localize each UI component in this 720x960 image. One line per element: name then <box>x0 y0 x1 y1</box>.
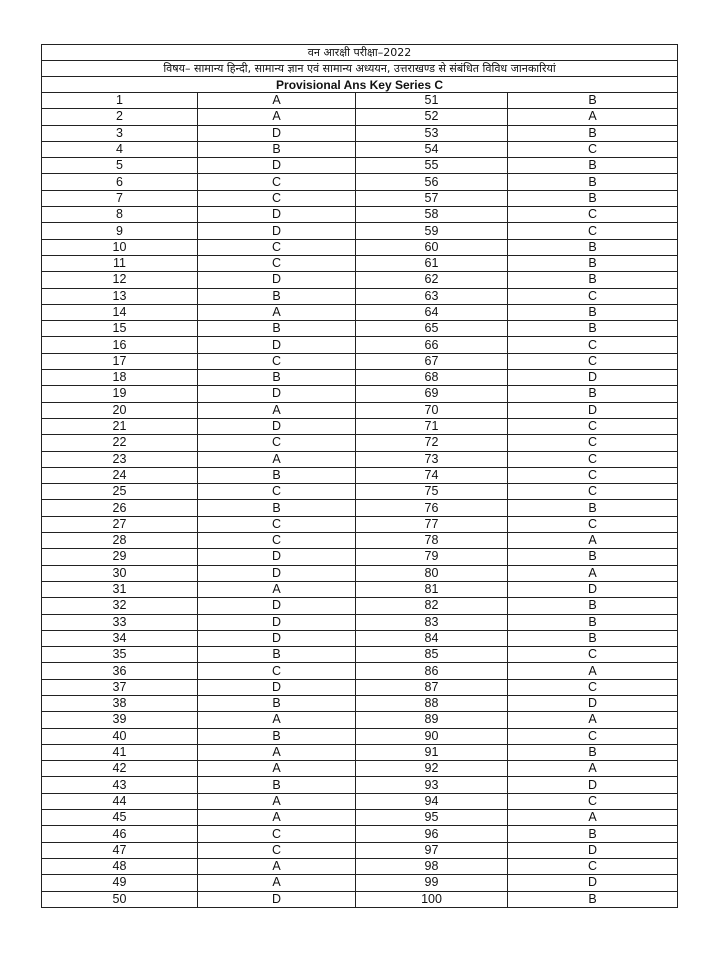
question-number-right: 65 <box>356 321 508 337</box>
answer-row <box>42 858 678 874</box>
answer-row <box>42 321 678 337</box>
question-number-left: 23 <box>42 451 198 467</box>
answer-left: B <box>198 777 356 793</box>
answer-right: B <box>508 386 678 402</box>
answer-row <box>42 484 678 500</box>
question-number-left: 39 <box>42 712 198 728</box>
question-number-right: 95 <box>356 810 508 826</box>
answer-left: B <box>198 141 356 157</box>
answer-right: C <box>508 793 678 809</box>
answer-right: C <box>508 679 678 695</box>
answer-left: B <box>198 467 356 483</box>
question-number-left: 19 <box>42 386 198 402</box>
question-number-left: 4 <box>42 141 198 157</box>
answer-left: A <box>198 402 356 418</box>
answer-right: A <box>508 712 678 728</box>
question-number-right: 88 <box>356 695 508 711</box>
answer-row <box>42 386 678 402</box>
answer-row <box>42 891 678 907</box>
question-number-left: 40 <box>42 728 198 744</box>
answer-right: B <box>508 614 678 630</box>
question-number-right: 62 <box>356 272 508 288</box>
answer-row <box>42 272 678 288</box>
answer-row <box>42 810 678 826</box>
exam-title: वन आरक्षी परीक्षा–2022 <box>42 45 678 61</box>
question-number-right: 79 <box>356 549 508 565</box>
answer-right: C <box>508 207 678 223</box>
key-title-row <box>42 77 678 93</box>
answer-left: A <box>198 712 356 728</box>
question-number-left: 6 <box>42 174 198 190</box>
answer-row <box>42 761 678 777</box>
answer-row <box>42 158 678 174</box>
answer-left: D <box>198 386 356 402</box>
question-number-right: 61 <box>356 255 508 271</box>
answer-right: B <box>508 125 678 141</box>
answer-left: D <box>198 614 356 630</box>
answer-left: A <box>198 793 356 809</box>
answer-left: C <box>198 516 356 532</box>
question-number-left: 29 <box>42 549 198 565</box>
question-number-left: 11 <box>42 255 198 271</box>
answer-right: C <box>508 337 678 353</box>
question-number-left: 48 <box>42 858 198 874</box>
question-number-right: 57 <box>356 190 508 206</box>
answer-right: B <box>508 255 678 271</box>
question-number-left: 3 <box>42 125 198 141</box>
answer-left: D <box>198 630 356 646</box>
answer-row <box>42 630 678 646</box>
answer-row <box>42 223 678 239</box>
answer-right: D <box>508 402 678 418</box>
answer-right: B <box>508 304 678 320</box>
question-number-right: 83 <box>356 614 508 630</box>
question-number-left: 45 <box>42 810 198 826</box>
question-number-left: 13 <box>42 288 198 304</box>
question-number-left: 2 <box>42 109 198 125</box>
exam-title-row <box>42 45 678 61</box>
question-number-left: 46 <box>42 826 198 842</box>
question-number-right: 69 <box>356 386 508 402</box>
question-number-right: 80 <box>356 565 508 581</box>
answer-row <box>42 125 678 141</box>
question-number-left: 12 <box>42 272 198 288</box>
answer-row <box>42 451 678 467</box>
question-number-right: 63 <box>356 288 508 304</box>
answer-left: D <box>198 549 356 565</box>
answer-left: A <box>198 744 356 760</box>
answer-left: C <box>198 663 356 679</box>
question-number-left: 10 <box>42 239 198 255</box>
answer-row <box>42 207 678 223</box>
answer-left: A <box>198 761 356 777</box>
question-number-left: 22 <box>42 435 198 451</box>
question-number-left: 47 <box>42 842 198 858</box>
answer-row <box>42 190 678 206</box>
answer-left: D <box>198 125 356 141</box>
answer-left: A <box>198 451 356 467</box>
answer-right: D <box>508 875 678 891</box>
question-number-right: 58 <box>356 207 508 223</box>
question-number-right: 92 <box>356 761 508 777</box>
question-number-left: 24 <box>42 467 198 483</box>
question-number-left: 14 <box>42 304 198 320</box>
question-number-left: 8 <box>42 207 198 223</box>
answer-left: D <box>198 679 356 695</box>
answer-right: C <box>508 435 678 451</box>
answer-right: A <box>508 761 678 777</box>
question-number-left: 31 <box>42 581 198 597</box>
answer-row <box>42 353 678 369</box>
question-number-right: 64 <box>356 304 508 320</box>
answer-left: B <box>198 647 356 663</box>
answer-right: B <box>508 598 678 614</box>
answer-left: D <box>198 223 356 239</box>
answer-left: B <box>198 288 356 304</box>
answer-row <box>42 663 678 679</box>
answer-right: C <box>508 223 678 239</box>
question-number-left: 36 <box>42 663 198 679</box>
answer-right: D <box>508 581 678 597</box>
question-number-left: 33 <box>42 614 198 630</box>
answer-row <box>42 174 678 190</box>
answer-left: D <box>198 158 356 174</box>
question-number-left: 9 <box>42 223 198 239</box>
answer-left: C <box>198 174 356 190</box>
answer-left: A <box>198 93 356 109</box>
answer-row <box>42 516 678 532</box>
answer-right: C <box>508 288 678 304</box>
question-number-left: 5 <box>42 158 198 174</box>
question-number-right: 97 <box>356 842 508 858</box>
answer-right: B <box>508 500 678 516</box>
answer-right: B <box>508 239 678 255</box>
question-number-right: 56 <box>356 174 508 190</box>
answer-row <box>42 141 678 157</box>
answer-row <box>42 581 678 597</box>
answer-right: D <box>508 777 678 793</box>
answer-row <box>42 435 678 451</box>
answer-right: A <box>508 565 678 581</box>
answer-right: B <box>508 549 678 565</box>
answer-row <box>42 695 678 711</box>
question-number-left: 21 <box>42 418 198 434</box>
answer-row <box>42 402 678 418</box>
answer-row <box>42 500 678 516</box>
answer-left: A <box>198 875 356 891</box>
question-number-left: 26 <box>42 500 198 516</box>
subject-line: विषय– सामान्य हिन्दी, सामान्य ज्ञान एवं सामान्य अध्ययन, उत्तराखण्ड से संबंधित विविध जानकारियां <box>42 61 678 77</box>
question-number-left: 16 <box>42 337 198 353</box>
answer-left: C <box>198 842 356 858</box>
question-number-right: 51 <box>356 93 508 109</box>
answer-left: D <box>198 565 356 581</box>
answer-row <box>42 647 678 663</box>
question-number-right: 54 <box>356 141 508 157</box>
question-number-right: 100 <box>356 891 508 907</box>
question-number-left: 1 <box>42 93 198 109</box>
question-number-left: 42 <box>42 761 198 777</box>
answer-row <box>42 288 678 304</box>
answer-row <box>42 467 678 483</box>
question-number-right: 76 <box>356 500 508 516</box>
question-number-right: 73 <box>356 451 508 467</box>
question-number-left: 49 <box>42 875 198 891</box>
question-number-left: 38 <box>42 695 198 711</box>
question-number-right: 59 <box>356 223 508 239</box>
answer-right: A <box>508 533 678 549</box>
answer-left: D <box>198 418 356 434</box>
question-number-right: 67 <box>356 353 508 369</box>
answer-right: D <box>508 370 678 386</box>
answer-right: C <box>508 141 678 157</box>
answer-row <box>42 418 678 434</box>
answer-row <box>42 549 678 565</box>
question-number-right: 98 <box>356 858 508 874</box>
question-number-right: 68 <box>356 370 508 386</box>
answer-row <box>42 777 678 793</box>
answer-left: B <box>198 500 356 516</box>
answer-row <box>42 744 678 760</box>
answer-right: B <box>508 190 678 206</box>
answer-right: B <box>508 826 678 842</box>
answer-row <box>42 598 678 614</box>
answer-left: C <box>198 435 356 451</box>
answer-row <box>42 614 678 630</box>
question-number-right: 60 <box>356 239 508 255</box>
question-number-right: 66 <box>356 337 508 353</box>
question-number-right: 82 <box>356 598 508 614</box>
question-number-right: 77 <box>356 516 508 532</box>
answer-right: C <box>508 451 678 467</box>
answer-row <box>42 337 678 353</box>
question-number-left: 43 <box>42 777 198 793</box>
answer-left: D <box>198 891 356 907</box>
question-number-left: 17 <box>42 353 198 369</box>
answer-left: C <box>198 239 356 255</box>
answer-row <box>42 304 678 320</box>
answer-row <box>42 793 678 809</box>
answer-row <box>42 712 678 728</box>
question-number-right: 53 <box>356 125 508 141</box>
answer-row <box>42 728 678 744</box>
question-number-right: 96 <box>356 826 508 842</box>
question-number-left: 28 <box>42 533 198 549</box>
answer-key-table <box>41 44 678 908</box>
answer-left: A <box>198 858 356 874</box>
answer-row <box>42 565 678 581</box>
answer-row <box>42 875 678 891</box>
answer-right: D <box>508 842 678 858</box>
answer-right: B <box>508 93 678 109</box>
question-number-left: 27 <box>42 516 198 532</box>
question-number-left: 44 <box>42 793 198 809</box>
question-number-right: 89 <box>356 712 508 728</box>
answer-row <box>42 109 678 125</box>
question-number-left: 25 <box>42 484 198 500</box>
answer-row <box>42 533 678 549</box>
answer-right: C <box>508 484 678 500</box>
answer-left: C <box>198 826 356 842</box>
question-number-right: 99 <box>356 875 508 891</box>
question-number-left: 35 <box>42 647 198 663</box>
answer-right: C <box>508 353 678 369</box>
answer-left: B <box>198 370 356 386</box>
answer-left: D <box>198 272 356 288</box>
answer-right: B <box>508 158 678 174</box>
answer-right: C <box>508 858 678 874</box>
question-number-right: 72 <box>356 435 508 451</box>
answer-right: B <box>508 630 678 646</box>
answer-left: B <box>198 728 356 744</box>
answer-right: B <box>508 272 678 288</box>
answer-row <box>42 842 678 858</box>
question-number-left: 32 <box>42 598 198 614</box>
answer-left: A <box>198 304 356 320</box>
question-number-left: 37 <box>42 679 198 695</box>
question-number-right: 74 <box>356 467 508 483</box>
question-number-right: 86 <box>356 663 508 679</box>
question-number-left: 34 <box>42 630 198 646</box>
question-number-left: 7 <box>42 190 198 206</box>
question-number-left: 18 <box>42 370 198 386</box>
question-number-left: 20 <box>42 402 198 418</box>
answer-left: D <box>198 337 356 353</box>
answer-left: B <box>198 321 356 337</box>
answer-left: A <box>198 810 356 826</box>
answer-left: A <box>198 581 356 597</box>
question-number-right: 55 <box>356 158 508 174</box>
subject-row <box>42 61 678 77</box>
answer-row <box>42 370 678 386</box>
answer-right: C <box>508 516 678 532</box>
answer-right: C <box>508 418 678 434</box>
answer-left: A <box>198 109 356 125</box>
answer-row <box>42 679 678 695</box>
answer-right: A <box>508 109 678 125</box>
answer-right: B <box>508 891 678 907</box>
question-number-left: 30 <box>42 565 198 581</box>
answer-right: A <box>508 663 678 679</box>
question-number-right: 84 <box>356 630 508 646</box>
question-number-right: 85 <box>356 647 508 663</box>
answer-row <box>42 93 678 109</box>
question-number-right: 93 <box>356 777 508 793</box>
question-number-right: 94 <box>356 793 508 809</box>
answer-left: C <box>198 533 356 549</box>
answer-left: C <box>198 190 356 206</box>
question-number-left: 15 <box>42 321 198 337</box>
question-number-right: 78 <box>356 533 508 549</box>
question-number-right: 70 <box>356 402 508 418</box>
answer-left: C <box>198 484 356 500</box>
question-number-right: 71 <box>356 418 508 434</box>
answer-left: C <box>198 353 356 369</box>
answer-right: C <box>508 728 678 744</box>
answer-left: D <box>198 598 356 614</box>
answer-right: D <box>508 695 678 711</box>
key-title: Provisional Ans Key Series C <box>42 77 678 93</box>
answer-row <box>42 239 678 255</box>
answer-right: B <box>508 321 678 337</box>
answer-row <box>42 826 678 842</box>
answer-right: A <box>508 810 678 826</box>
question-number-right: 52 <box>356 109 508 125</box>
answer-right: C <box>508 647 678 663</box>
question-number-left: 50 <box>42 891 198 907</box>
question-number-right: 90 <box>356 728 508 744</box>
answer-row <box>42 255 678 271</box>
question-number-right: 75 <box>356 484 508 500</box>
question-number-left: 41 <box>42 744 198 760</box>
answer-left: B <box>198 695 356 711</box>
question-number-right: 91 <box>356 744 508 760</box>
answer-right: C <box>508 467 678 483</box>
answer-right: B <box>508 744 678 760</box>
question-number-right: 87 <box>356 679 508 695</box>
question-number-right: 81 <box>356 581 508 597</box>
answer-right: B <box>508 174 678 190</box>
answer-left: D <box>198 207 356 223</box>
answer-left: C <box>198 255 356 271</box>
